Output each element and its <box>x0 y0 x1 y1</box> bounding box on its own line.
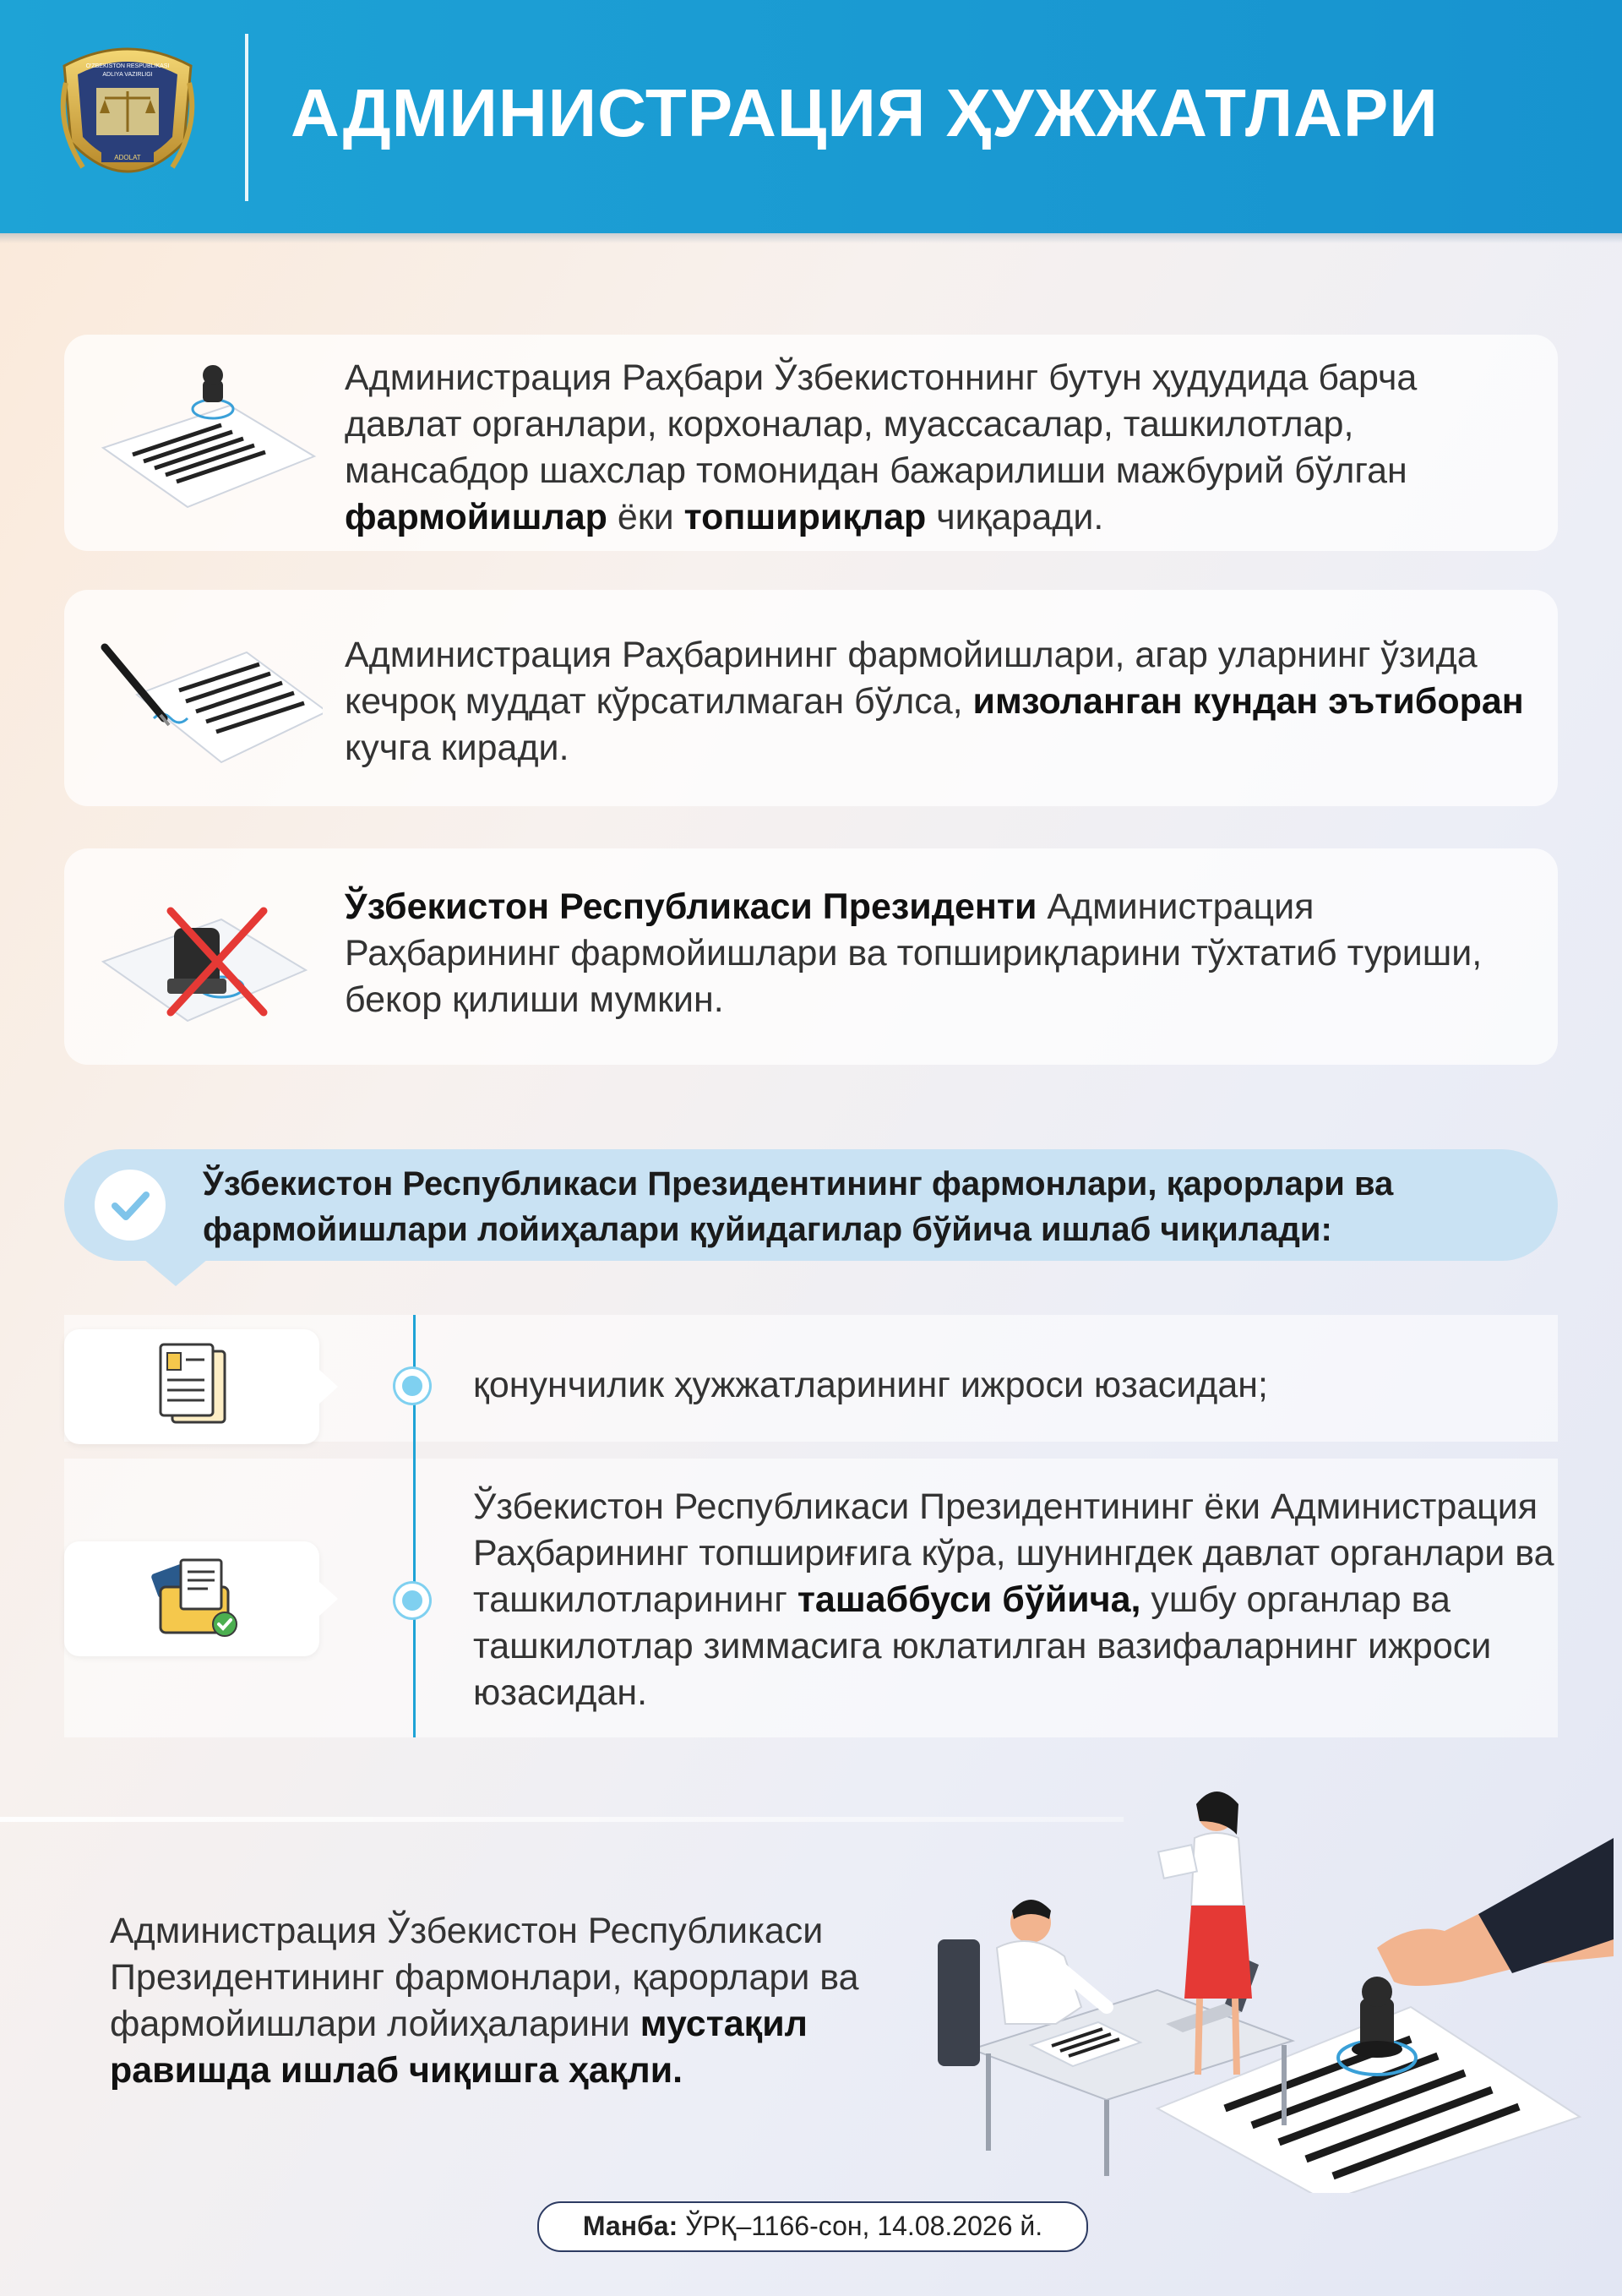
page-title: АДМИНИСТРАЦИЯ ҲУЖЖАТЛАРИ <box>291 75 1439 150</box>
card-3-text: Ўзбекистон Республикаси Президенти Администрация Раҳбарининг фармойишлари ва топшириқларини тўхтатиб туриши, бекор қилиши мумкин. <box>345 886 1483 1020</box>
item-2-text: Ўзбекистон Республикаси Президентининг ёки Администрация Раҳбарининг топшириғига кўра, шунингдек давлат органлари ва ташкилотларининг ташаббуси бўйича, ушбу органлар ва ташкилотлар зиммасига юклатилган вазифаларнинг ижроси юзасидан. <box>473 1486 1554 1713</box>
card-2-text: Администрация Раҳбарининг фармойишлари, агар уларнинг ўзида кечроқ муддат кўрсатилмаган бўлса, имзоланган кундан эътиборан кучга киради. <box>345 635 1524 768</box>
timeline-dot-1 <box>395 1369 429 1403</box>
folder-check-icon <box>149 1553 242 1644</box>
item-icon-card-2 <box>64 1541 319 1656</box>
info-card-2 <box>64 590 1558 806</box>
ministry-emblem-icon <box>49 32 206 198</box>
header-shadow <box>0 233 1622 243</box>
item-1-text: қонунчилик ҳужжатларининг ижроси юзасидан; <box>473 1365 1269 1405</box>
office-stamping-illustration <box>938 1753 1614 2193</box>
documents-icon <box>152 1341 233 1432</box>
info-card-3 <box>64 848 1558 1065</box>
card-1-text: Администрация Раҳбари Ўзбекистоннинг бутун ҳудудида барча давлат органлари, корхоналар, муассасалар, ташкилотлар, мансабдор шахслар томонидан бажарилиши мажбурий бўлган фармойишлар ёки топшириқлар чиқаради. <box>345 357 1418 537</box>
item-icon-card-1 <box>64 1329 319 1444</box>
banner-text: Ўзбекистон Республикаси Президентининг фармонлари, қарорлари ва фармойишлари лойиҳалари қуйидагилар бўйича ишлаб чиқилади: <box>203 1165 1394 1248</box>
banner-tail <box>144 1259 208 1286</box>
info-card-1 <box>64 335 1558 551</box>
cancelled-stamp-icon <box>86 869 323 1046</box>
check-circle-icon <box>95 1170 166 1241</box>
header-divider <box>245 34 248 201</box>
stamp-document-icon <box>86 355 323 532</box>
bottom-statement: Администрация Ўзбекистон Республикаси Президентининг фармонлари, қарорлари ва фармойишлари лойиҳаларини мустақил равишда ишлаб чиқишга ҳақли. <box>110 1911 859 2091</box>
source-pill: Манба: ЎРҚ–1166-сон, 14.08.2026 й. <box>537 2201 1088 2252</box>
pen-signing-document-icon <box>86 610 323 788</box>
svg-text:O'ZBEKISTON RESPUBLIKASI: O'ZBEKISTON RESPUBLIKASI <box>85 63 170 69</box>
section-banner <box>64 1149 1558 1261</box>
svg-text:ADOLAT: ADOLAT <box>114 154 141 161</box>
header-bar <box>0 0 1622 233</box>
timeline-dot-2 <box>395 1584 429 1617</box>
svg-text:ADLIYA VAZIRLIGI: ADLIYA VAZIRLIGI <box>102 72 153 78</box>
